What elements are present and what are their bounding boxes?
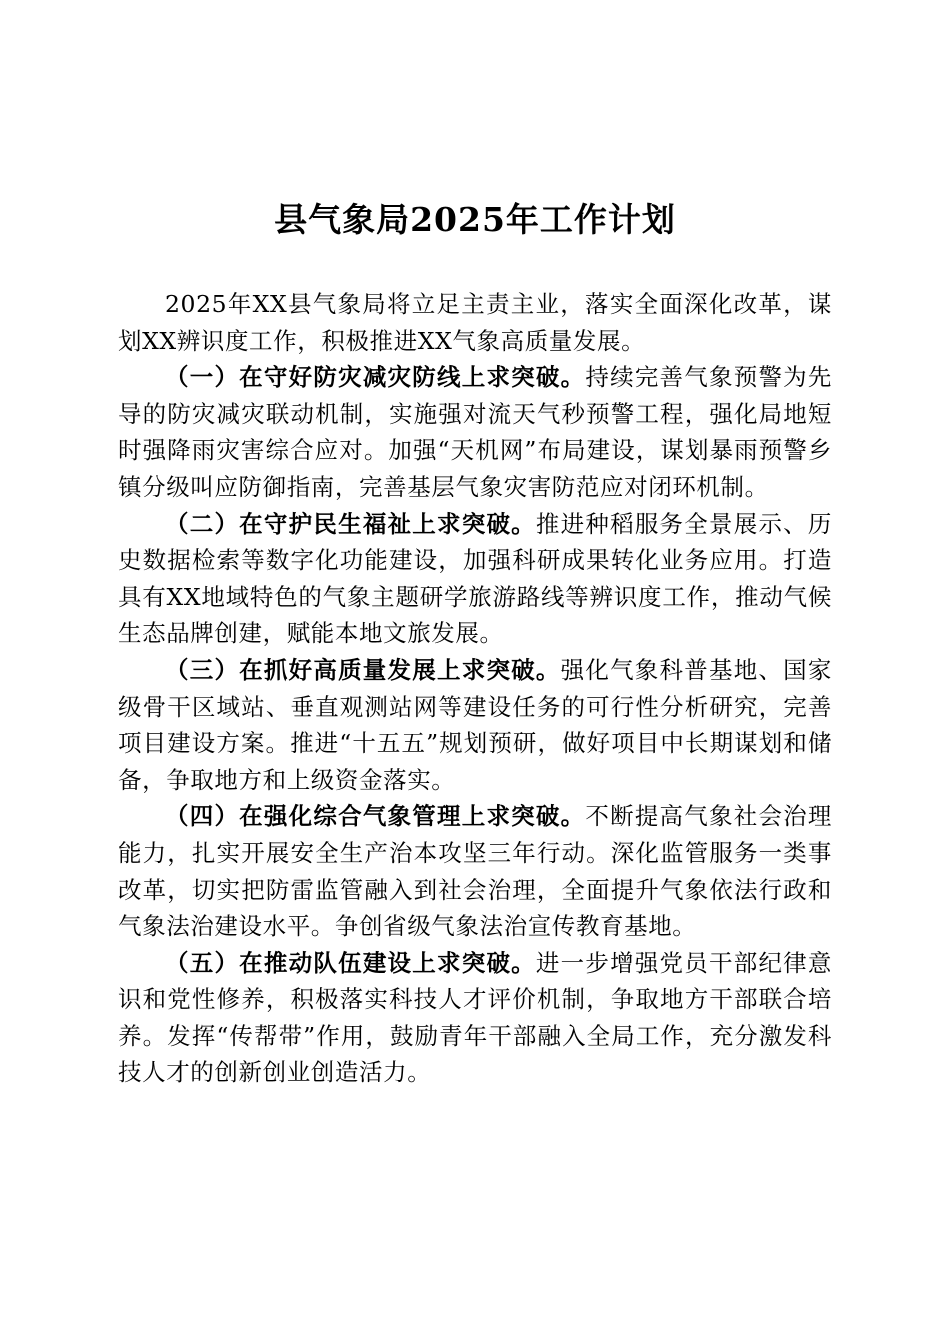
section-heading-2: （二）在守护民生福祉上求突破。 <box>165 509 536 538</box>
section-text-5: 进一步增强党员干部纪律意识和党性修养，积极落实科技人才评价机制，争取地方干部联合培养。发挥“传帮带”作用，鼓励青年干部融入全局工作，充分激发科技人才的创新创业创造活力。 <box>118 948 833 1087</box>
section-paragraph-2 <box>118 506 832 652</box>
section-text-4: 不断提高气象社会治理能力，扎实开展安全生产治本攻坚三年行动。深化监管服务一类事改革，切实把防雷监管融入到社会治理，全面提升气象依法行政和气象法治建设水平。争创省级气象法治宣传教育基地。 <box>118 802 833 941</box>
section-heading-3: （三）在抓好高质量发展上求突破。 <box>165 655 561 684</box>
section-paragraph-4 <box>118 798 832 944</box>
section-text-3: 强化气象科普基地、国家级骨干区域站、垂直观测站网等建设任务的可行性分析研究，完善项目建设方案。推进“十五五”规划预研，做好项目中长期谋划和储备，争取地方和上级资金落实。 <box>118 655 832 794</box>
section-heading-4: （四）在强化综合气象管理上求突破。 <box>165 802 586 831</box>
section-heading-1: （一）在守好防灾减灾防线上求突破。 <box>165 363 586 392</box>
intro-paragraph: 2025年XX县气象局将立足主责主业，落实全面深化改革，谋划XX辨识度工作，积极推进XX气象高质量发展。 <box>118 290 832 355</box>
section-text-2: 推进种稻服务全景展示、历史数据检索等数字化功能建设，加强科研成果转化业务应用。打造具有XX地域特色的气象主题研学旅游路线等辨识度工作，推动气候生态品牌创建，赋能本地文旅发展。 <box>118 509 833 648</box>
section-paragraph-5 <box>118 945 832 1091</box>
section-paragraph-3 <box>118 652 832 798</box>
section-text-1: 持续完善气象预警为先导的防灾减灾联动机制，实施强对流天气秒预警工程，强化局地短时强降雨灾害综合应对。加强“天机网”布局建设，谋划暴雨预警乡镇分级叫应防御指南，完善基层气象灾害防范应对闭环机制。 <box>118 363 833 501</box>
section-heading-5: （五）在推动队伍建设上求突破。 <box>165 948 536 977</box>
document-body <box>118 286 832 1091</box>
section-paragraph-1 <box>118 359 832 505</box>
document-title: 县气象局2025年工作计划 <box>274 200 676 239</box>
